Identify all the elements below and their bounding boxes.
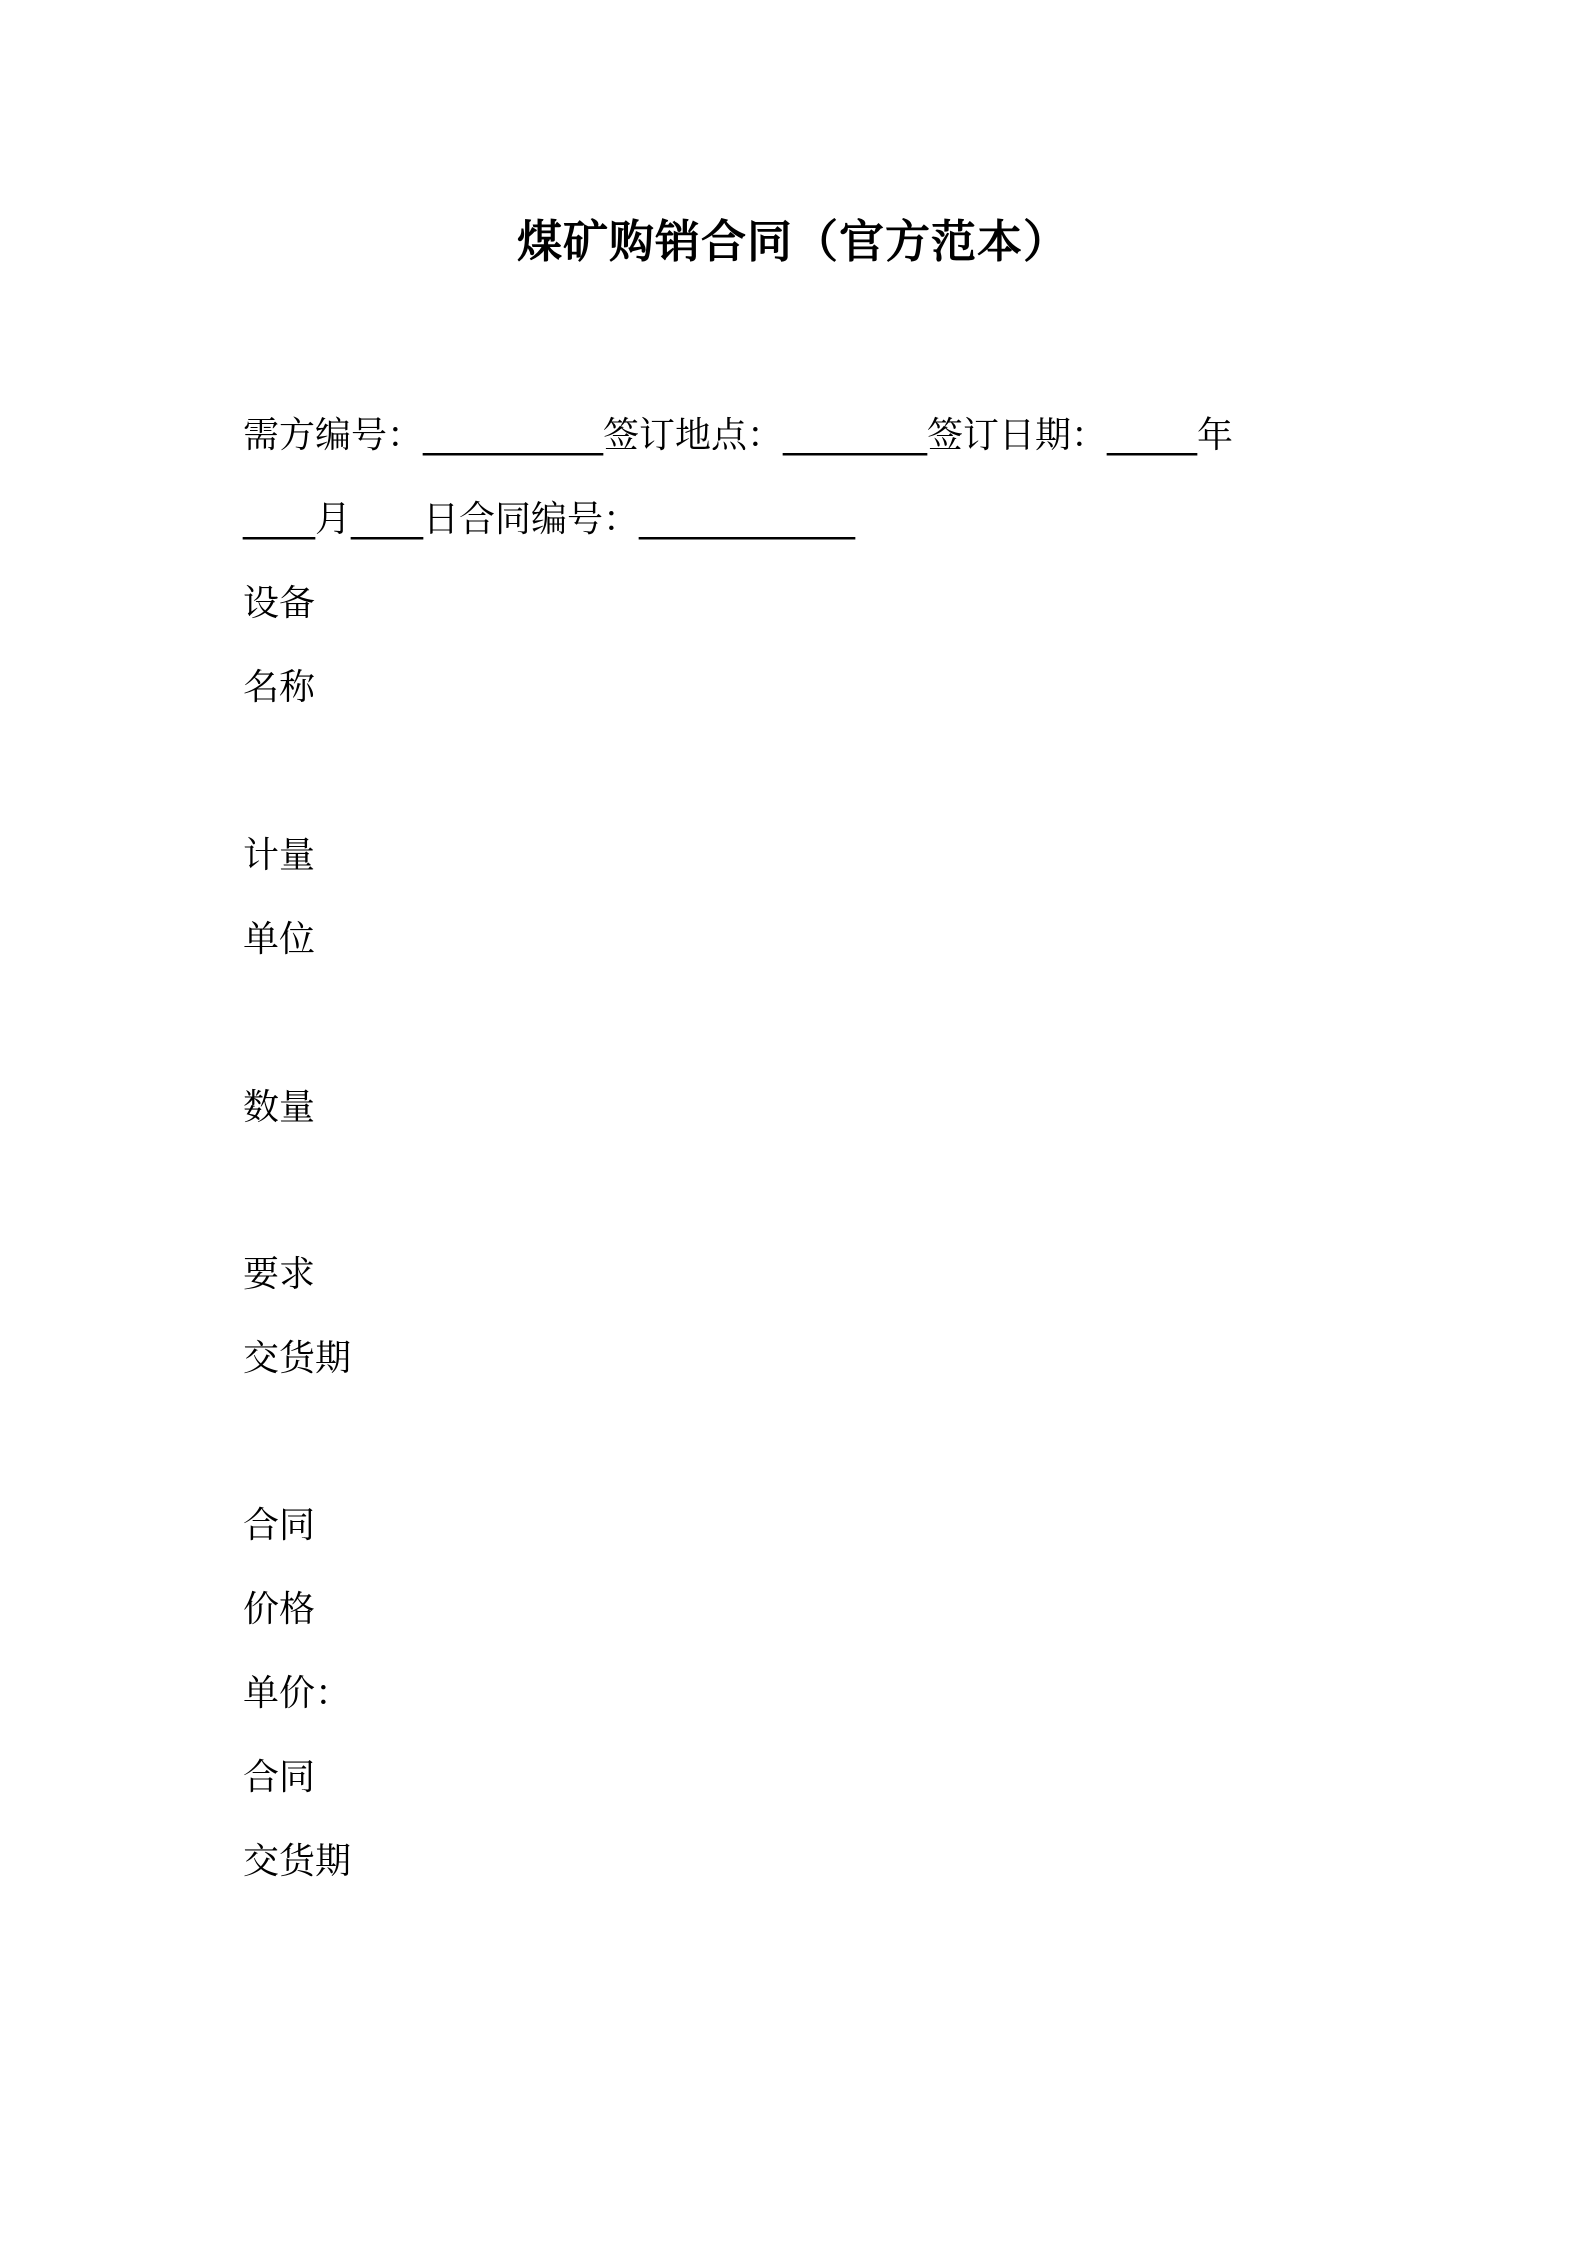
field-label-quantity: 数量 [243, 1087, 316, 1128]
field-label-measure: 计量 [243, 835, 316, 876]
field-label-name: 名称 [243, 667, 316, 708]
field-label-unit: 单位 [243, 919, 316, 960]
contract-header-line-1: 需方编号：__________签订地点：________签订日期：_____年 [243, 415, 1234, 456]
document-title: 煤矿购销合同（官方范本） [516, 215, 1069, 268]
field-label-contract: 合同 [243, 1505, 316, 1546]
contract-header-line-2: ____月____日合同编号：____________ [243, 499, 856, 540]
field-label-unit-price: 单价： [243, 1673, 352, 1714]
field-label-delivery-period: 交货期 [243, 1338, 352, 1379]
field-label-requirement: 要求 [243, 1254, 316, 1295]
field-label-equipment: 设备 [243, 583, 316, 624]
field-label-delivery-period-2: 交货期 [243, 1841, 352, 1882]
field-label-contract-2: 合同 [243, 1757, 316, 1798]
field-label-price: 价格 [243, 1589, 316, 1630]
